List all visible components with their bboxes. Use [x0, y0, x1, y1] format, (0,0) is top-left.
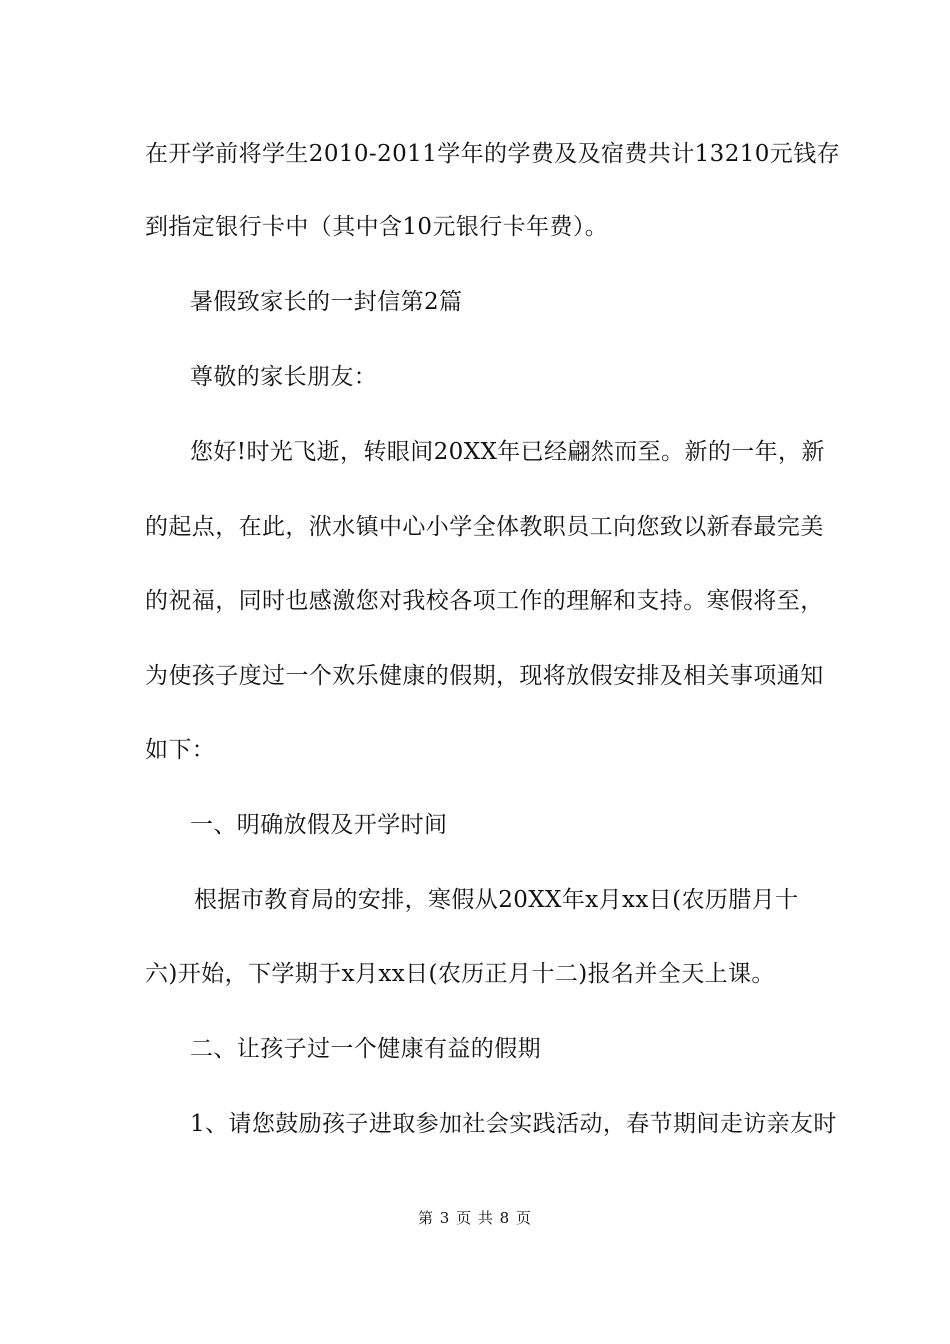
- section-title-article-2: 暑假致家长的一封信第2篇: [190, 289, 463, 315]
- salutation: 尊敬的家长朋友：: [190, 364, 378, 390]
- heading-section-2: 二、让孩子过一个健康有益的假期: [190, 1036, 541, 1062]
- text-line-8: 为使孩子度过一个欢乐健康的假期，现将放假安排及相关事项通知: [145, 663, 824, 689]
- heading-section-1: 一、明确放假及开学时间: [190, 812, 448, 838]
- text-line-12: 六)开始，下学期于x月xx日(农历正月十二)报名并全天上课。: [145, 961, 775, 987]
- text-line-5: 您好!时光飞逝，转眼间20XX年已经翩然而至。新的一年，新: [190, 439, 825, 465]
- text-line-9: 如下：: [145, 737, 216, 763]
- text-line-7: 的祝福，同时也感激您对我校各项工作的理解和支持。寒假将至，: [145, 588, 824, 614]
- text-line-14: 1、请您鼓励孩子进取参加社会实践活动，春节期间走访亲友时: [190, 1111, 837, 1137]
- page-number-footer: 第 3 页 共 8 页: [418, 1209, 532, 1227]
- text-line-11: 根据市教育局的安排，寒假从20XX年x月xx日(农历腊月十: [194, 887, 799, 913]
- text-line-6: 的起点，在此，洑水镇中心小学全体教职员工向您致以新春最完美: [145, 514, 824, 540]
- text-line-1: 在开学前将学生2010-2011学年的学费及及宿费共计13210元钱存: [145, 141, 841, 167]
- text-line-2: 到指定银行卡中（其中含10元银行卡年费）。: [145, 214, 609, 240]
